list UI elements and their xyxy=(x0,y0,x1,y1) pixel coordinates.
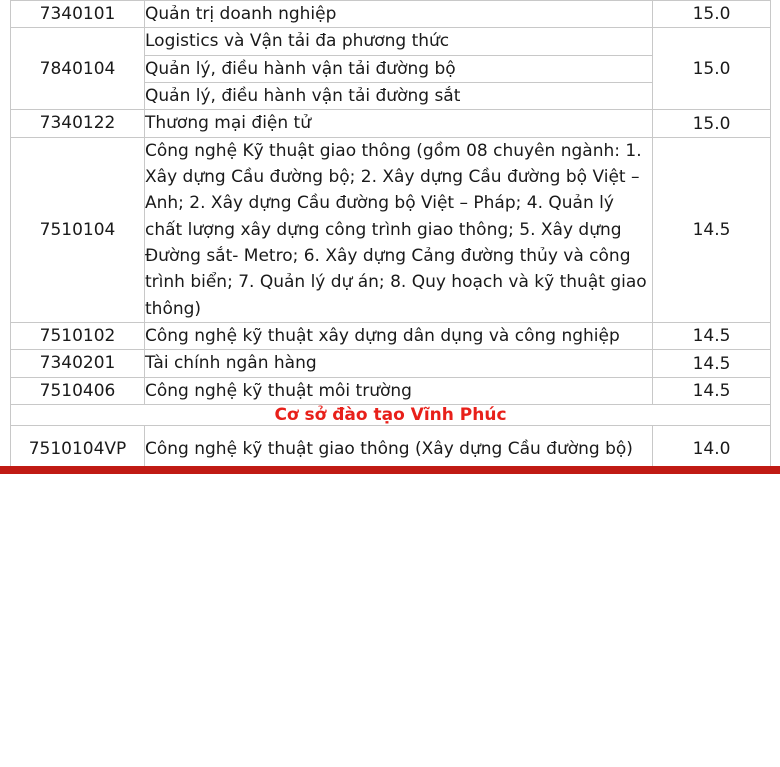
table-row xyxy=(11,137,771,322)
bottom-accent-bar xyxy=(0,466,780,474)
major-code-cell: 7510104 xyxy=(11,137,145,322)
admission-score-table xyxy=(10,0,771,474)
major-name-cell: Tài chính ngân hàng xyxy=(145,350,653,377)
benchmark-score-cell: 15.0 xyxy=(653,1,771,28)
section-title: Cơ sở đào tạo Vĩnh Phúc xyxy=(274,405,507,426)
major-name-cell: Quản lý, điều hành vận tải đường bộ xyxy=(145,55,653,82)
major-name-cell: Thương mại điện tử xyxy=(145,110,653,137)
major-code-cell: 7340122 xyxy=(11,110,145,137)
major-code-cell: 7340101 xyxy=(11,1,145,28)
major-code-cell: 7340201 xyxy=(11,350,145,377)
benchmark-score-cell: 14.0 xyxy=(653,426,771,473)
table-body xyxy=(11,1,771,474)
major-name-cell: Công nghệ kỹ thuật môi trường xyxy=(145,377,653,404)
major-code-cell: 7510406 xyxy=(11,377,145,404)
benchmark-score-cell: 14.5 xyxy=(653,377,771,404)
table-row xyxy=(11,323,771,350)
benchmark-score-cell: 14.5 xyxy=(653,137,771,322)
benchmark-score-cell: 14.5 xyxy=(653,350,771,377)
benchmark-score-cell: 15.0 xyxy=(653,110,771,137)
table-row xyxy=(11,28,771,55)
major-name-cell: Công nghệ kỹ thuật xây dựng dân dụng và công nghiệp xyxy=(145,323,653,350)
section-header-cell xyxy=(11,405,771,426)
major-name-cell: Logistics và Vận tải đa phương thức xyxy=(145,28,653,55)
benchmark-score-cell: 15.0 xyxy=(653,28,771,110)
major-code-cell: 7510104VP xyxy=(11,426,145,473)
table-section-row xyxy=(11,405,771,426)
major-name-cell: Quản trị doanh nghiệp xyxy=(145,1,653,28)
major-name-cell: Công nghệ kỹ thuật giao thông (Xây dựng Cầu đường bộ) xyxy=(145,426,653,473)
major-code-cell: 7840104 xyxy=(11,28,145,110)
table-row xyxy=(11,377,771,404)
table-row xyxy=(11,110,771,137)
table-row xyxy=(11,350,771,377)
major-name-cell: Công nghệ Kỹ thuật giao thông (gồm 08 chuyên ngành: 1. Xây dựng Cầu đường bộ; 2. Xây dựng Cầu đường bộ Việt – Anh; 2. Xây dựng Cầu đường bộ Việt – Pháp; 4. Quản lý chất lượng xây dựng công trình giao thông; 5. Xây dựng Đường sắt- Metro; 6. Xây dựng Cảng đường thủy và công trình biển; 7. Quản lý dự án; 8. Quy hoạch và kỹ thuật giao thông) xyxy=(145,137,653,322)
major-name-cell: Quản lý, điều hành vận tải đường sắt xyxy=(145,83,653,110)
benchmark-score-cell: 14.5 xyxy=(653,323,771,350)
major-code-cell: 7510102 xyxy=(11,323,145,350)
table-row xyxy=(11,1,771,28)
